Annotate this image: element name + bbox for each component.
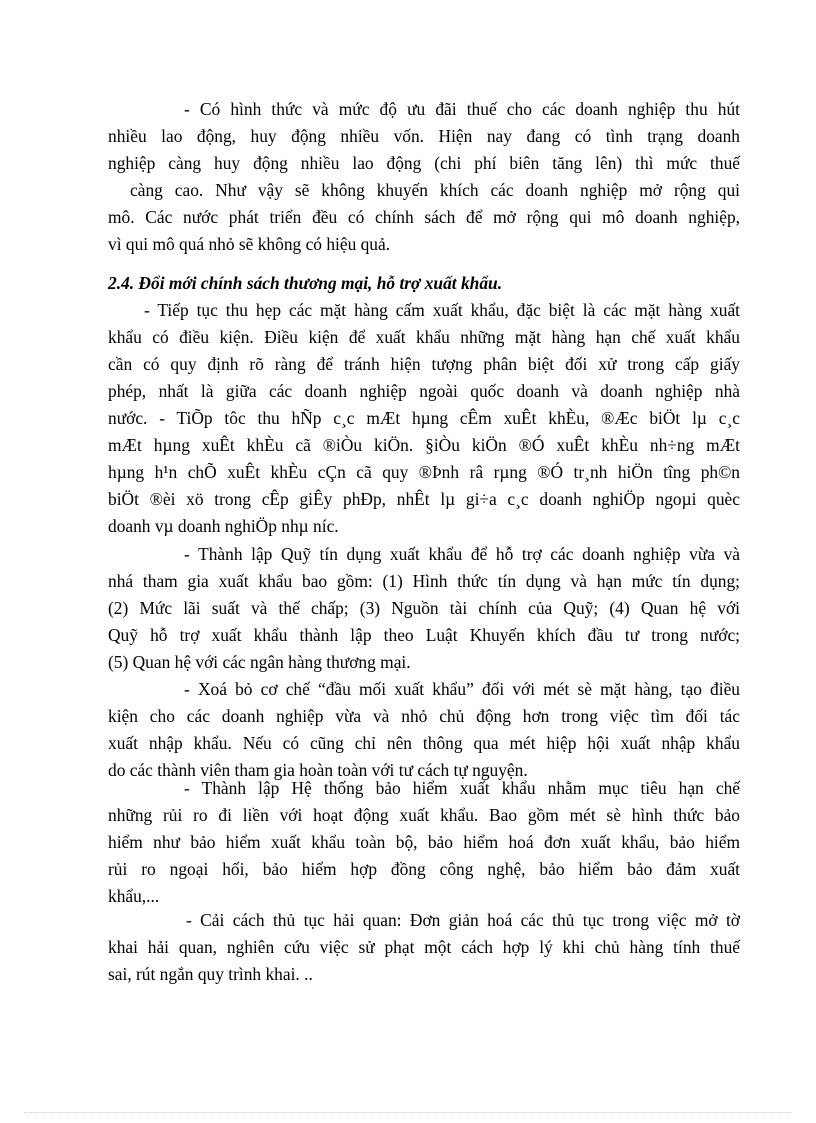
text-line: - Cải cách thủ tục hải quan: Đơn giản hoá các thủ tục trong việc mở tờ <box>186 910 740 930</box>
text-line: mÆt hµng xuÊt khÈu cã ®iÒu kiÖn. §iÒu kiÖn ®Ó xuÊt khÈu nh÷ng mÆt <box>108 435 740 455</box>
paragraph-export-credit-fund <box>108 541 740 676</box>
text-line: những rủi ro đi liền với hoạt động xuất khẩu. Bao gồm mét sè hình thức bảo <box>108 805 740 825</box>
text-line: doanh vµ doanh nghiÖp nhµ níc. <box>108 516 339 536</box>
text-line: vì qui mô quá nhỏ sẽ không có hiệu quả. <box>108 234 391 254</box>
page-bottom-divider <box>24 1112 792 1113</box>
text-line: (2) Mức lãi suất và thế chấp; (3) Nguồn tài chính của Quỹ; (4) Quan hệ với <box>108 598 740 618</box>
paragraph-tax-incentives-cont <box>130 177 740 204</box>
text-line: sai, rút ngắn quy trình khai. .. <box>108 964 313 984</box>
text-line: do các thành viên tham gia hoàn toàn với tư cách tự nguyện. <box>108 760 528 780</box>
text-line: khai hải quan, nghiên cứu việc sử phạt một cách hợp lý khi chủ hàng tính thuế <box>108 937 740 957</box>
paragraph-export-restrictions <box>108 297 740 540</box>
text-line: nghiệp càng huy động nhiều lao động (chi phí biên tăng lên) thì mức thuế <box>108 153 740 173</box>
paragraph-tax-incentives <box>108 96 740 177</box>
paragraph-customs-reform <box>108 907 740 988</box>
text-line: nhá tham gia xuất khẩu bao gồm: (1) Hình thức tín dụng và hạn mức tín dụng; <box>108 571 740 591</box>
paragraph-export-insurance <box>108 775 740 910</box>
text-line: xuất nhập khẩu. Nếu có cũng chỉ nên thông qua mét hiệp hội xuất nhập khẩu <box>108 733 740 753</box>
text-line: nước. - TiÕp tôc thu hÑp c¸c mÆt hµng cÊm xuÊt khÈu, ®Æc biÖt lµ c¸c <box>108 408 740 428</box>
text-line: mô. Các nước phát triển đều có chính sách để mở rộng qui mô doanh nghiệp, <box>108 207 740 227</box>
text-line: - Thành lập Hệ thống bảo hiểm xuất khẩu nhằm mục tiêu hạn chế <box>184 778 740 798</box>
paragraph-tax-incentives-cont2 <box>108 204 740 258</box>
text-line: khẩu có điều kiện. Điều kiện để xuất khẩu những mặt hàng hạn chế xuất khẩu <box>108 327 740 347</box>
text-line: biÖt ®èi xö trong cÊp giÊy phÐp, nhÊt lµ gi÷a c¸c doanh nghiÖp ngoµi quèc <box>108 489 740 509</box>
text-line: nhiều lao động, huy động nhiều vốn. Hiện nay đang có tình trạng doanh <box>108 126 740 146</box>
text-line: kiện cho các doanh nghiệp vừa và nhỏ chủ động hơn trong việc tìm đối tác <box>108 706 740 726</box>
text-line: cần có quy định rõ ràng để tránh hiện tượng phân biệt đối xử trong cấp giấy <box>108 354 740 374</box>
text-line: - Tiếp tục thu hẹp các mặt hàng cấm xuất khẩu, đặc biệt là các mặt hàng xuất <box>144 300 740 320</box>
text-line: Quỹ hỗ trợ xuất khẩu thành lập theo Luật Khuyến khích đầu tư trong nước; <box>108 625 740 645</box>
text-line: khẩu,... <box>108 886 160 906</box>
text-line: - Xoá bỏ cơ chế “đầu mối xuất khẩu” đối với mét sè mặt hàng, tạo điều <box>184 679 740 699</box>
text-line: hiểm như bảo hiểm xuất khẩu toàn bộ, bảo hiểm hoá đơn xuất khẩu, bảo hiểm <box>108 832 740 852</box>
text-line: - Có hình thức và mức độ ưu đãi thuế cho các doanh nghiệp thu hút <box>184 99 740 119</box>
section-heading: 2.4. Đổi mới chính sách thương mại, hỗ trợ xuất khẩu. <box>108 273 503 293</box>
text-line: phép, nhất là giữa các doanh nghiệp ngoài quốc doanh và doanh nghiệp nhà <box>108 381 740 401</box>
text-line: rủi ro ngoại hối, bảo hiểm hợp đồng công nghệ, bảo hiểm bảo đảm xuất <box>108 859 740 879</box>
text-line: càng cao. Như vậy sẽ không khuyến khích các doanh nghiệp mở rộng qui <box>130 180 740 200</box>
paragraph-export-hub-mechanism <box>108 676 740 784</box>
text-line: - Thành lập Quỹ tín dụng xuất khẩu để hỗ trợ các doanh nghiệp vừa và <box>184 544 740 564</box>
text-line: hµng h¹n chÕ xuÊt khÈu cÇn cã quy ®Þnh râ rµng ®Ó tr¸nh hiÖn tîng ph©n <box>108 462 740 482</box>
text-line: (5) Quan hệ với các ngân hàng thương mại. <box>108 652 411 672</box>
